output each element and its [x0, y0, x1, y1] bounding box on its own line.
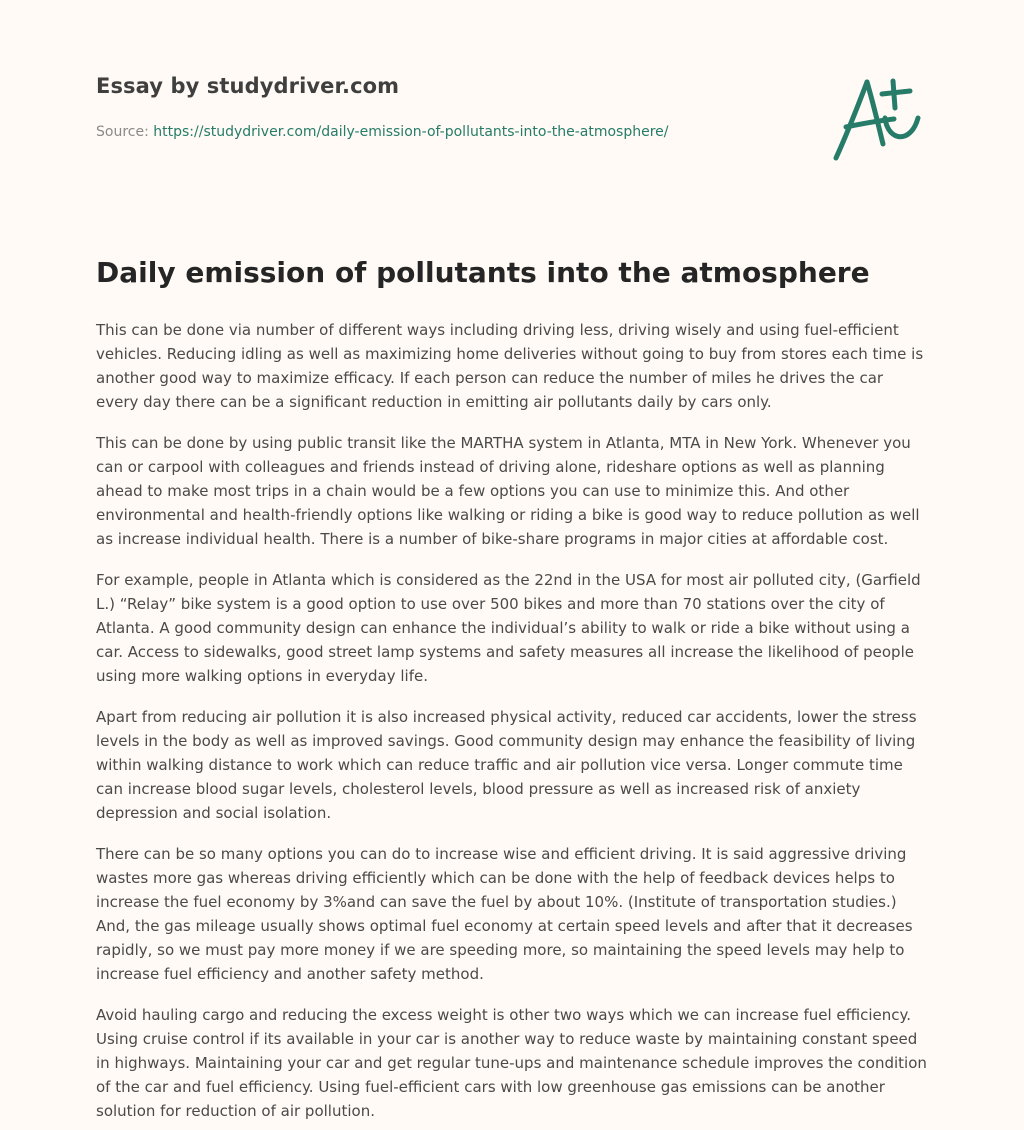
- paragraph-1: This can be done via number of different ways including driving less, driving wisely and using fuel-efficient vehicles. Reducing idling as well as maximizing home deliveries without going to buy from stores each time is another good way to maximize efficacy. If each person can reduce the number of miles he drives the car every day there can be a significant reduction in emitting air pollutants daily by cars only.: [96, 320, 924, 411]
- source-line: [96, 124, 668, 140]
- paragraph-2: This can be done by using public transit like the MARTHA system in Atlanta, MTA in New York. Whenever you can or carpool with colleagues and friends instead of driving alone, rideshare options as well as planning ahead to make most trips in a chain would be a few options you can use to minimize this. And other environmental and health-friendly options like walking or riding a bike is good way to reduce pollution as well as increase individual health. There is a number of bike-share programs in major cities at affordable cost.: [96, 433, 920, 548]
- paragraph-4: Apart from reducing air pollution it is also increased physical activity, reduced car accidents, lower the stress levels in the body as well as improved savings. Good community design may enhance the feasibility of living within walking distance to work which can reduce traffic and air pollution vice versa. Longer commute time can increase blood sugar levels, cholesterol levels, blood pressure as well as increased risk of anxiety depression and social isolation.: [96, 707, 917, 822]
- brand-title: Essay by studydriver.com: [96, 74, 400, 98]
- paragraph-3: For example, people in Atlanta which is considered as the 22nd in the USA for most air polluted city, (Garfield L.) “Relay” bike system is a good option to use over 500 bikes and more than 70 stations over the city of Atlanta. A good community design can enhance the individual’s ability to walk or ride a bike without using a car. Access to sidewalks, good street lamp systems and safety measures all increase the likelihood of people using more walking options in everyday life.: [96, 570, 921, 685]
- source-link[interactable]: https://studydriver.com/daily-emission-of-pollutants-into-the-atmosphere/: [153, 124, 669, 140]
- source-label: Source:: [96, 124, 149, 140]
- a-plus-logo-icon: [828, 66, 928, 166]
- paragraph-5: There can be so many options you can do to increase wise and efficient driving. It is said aggressive driving wastes more gas whereas driving efficiently which can be done with the help of feedback devices helps to increase the fuel economy by 3%and can save the fuel by about 10%. (Institute of transportation studies.) And, the gas mileage usually shows optimal fuel economy at certain speed levels and after that it decreases rapidly, so we must pay more money if we are speeding more, so maintaining the speed levels may help to increase fuel efficiency and another safety method.: [96, 844, 913, 983]
- essay-title: Daily emission of pollutants into the atmosphere: [96, 256, 870, 289]
- paragraph-6: Avoid hauling cargo and reducing the excess weight is other two ways which we can increase fuel efficiency. Using cruise control if its available in your car is another way to reduce waste by maintaining constant speed in highways. Maintaining your car and get regular tune-ups and maintenance schedule improves the condition of the car and fuel efficiency. Using fuel-efficient cars with low greenhouse gas emissions can be another solution for reduction of air pollution.: [96, 1005, 927, 1120]
- page-header: [96, 0, 928, 232]
- essay-content: [96, 318, 928, 1123]
